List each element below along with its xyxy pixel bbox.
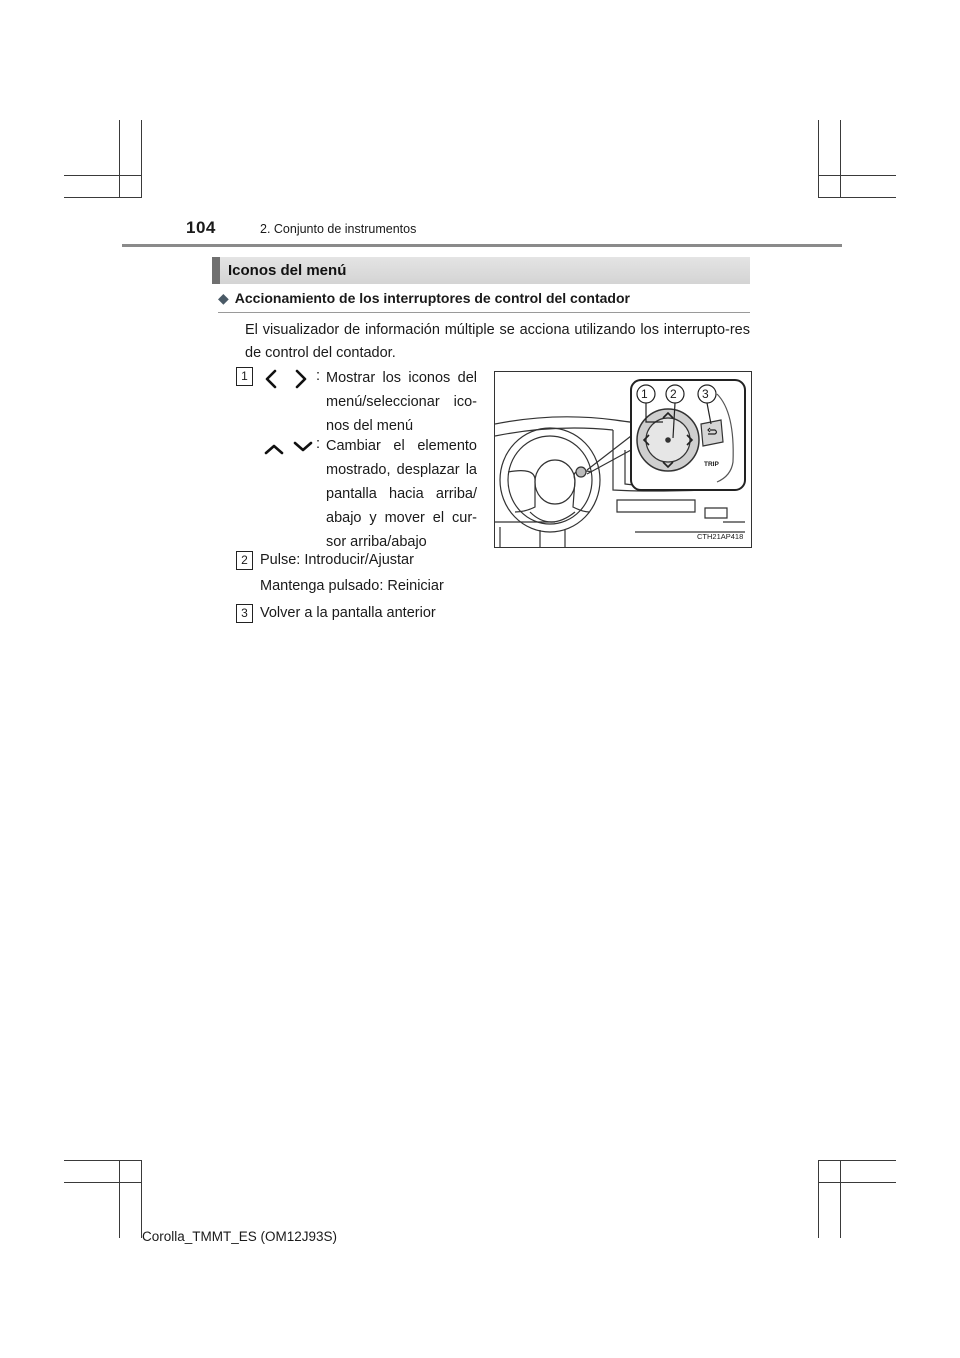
crop-mark: [818, 1160, 896, 1161]
chevron-right-icon: [294, 369, 308, 389]
item-1-description-a: Mostrar los iconos del menú/seleccionar ico-nos del menú: [326, 370, 477, 434]
callout-3: 3: [702, 387, 709, 401]
item-3-line-1: Volver a la pantalla anterior: [260, 605, 436, 621]
chevron-up-icon: [263, 442, 285, 456]
crop-mark: [64, 175, 142, 176]
callout-1: 1: [641, 387, 648, 401]
crop-mark: [64, 197, 142, 198]
diamond-bullet-icon: ◆: [218, 290, 229, 306]
subsection-rule: [218, 312, 750, 313]
crop-mark: [119, 1160, 120, 1238]
crop-mark: [141, 1160, 142, 1238]
steering-wheel-illustration: [495, 372, 751, 547]
crop-mark: [840, 1160, 841, 1238]
section-marker: [212, 257, 220, 284]
intro-paragraph: El visualizador de información múltiple se acciona utilizando los interrupto-res de control del contador.: [245, 322, 750, 361]
crop-mark: [818, 1182, 896, 1183]
crop-mark: [64, 1182, 142, 1183]
item-2-line-1: Pulse: Introducir/Ajustar: [260, 552, 414, 568]
colon: :: [316, 436, 321, 452]
colon: :: [316, 368, 321, 384]
subsection-title: Accionamiento de los interruptores de control del contador: [234, 290, 630, 306]
item-number-1: 1: [236, 367, 253, 386]
callout-2: 2: [670, 387, 677, 401]
steering-wheel-switch-figure: [494, 371, 752, 548]
section-title: Iconos del menú: [228, 262, 347, 279]
crop-mark: [818, 175, 896, 176]
chevron-left-icon: [264, 369, 278, 389]
figure-code: CTH21AP418: [697, 532, 744, 541]
page-number: 104: [186, 218, 216, 237]
subsection-heading: [218, 290, 630, 307]
footer-text: Corolla_TMMT_ES (OM12J93S): [142, 1229, 338, 1244]
section-title-bar: [212, 257, 750, 284]
crop-mark: [141, 120, 142, 198]
item-number-2: 2: [236, 551, 253, 570]
crop-mark: [64, 1160, 142, 1161]
header-rule: [122, 244, 842, 247]
crop-mark: [818, 120, 819, 198]
trip-button-label: TRIP: [704, 461, 719, 468]
item-2-line-2: Mantenga pulsado: Reiniciar: [260, 578, 444, 594]
chapter-title: 2. Conjunto de instrumentos: [260, 222, 417, 236]
chevron-down-icon: [292, 439, 314, 453]
item-1-description-b: Cambiar el elemento mostrado, desplazar la pantalla hacia arriba/ abajo y mover el cur-sor arriba/abajo: [326, 438, 477, 550]
crop-mark: [119, 120, 120, 198]
crop-mark: [840, 120, 841, 198]
item-number-3: 3: [236, 604, 253, 623]
crop-mark: [818, 1160, 819, 1238]
crop-mark: [818, 197, 896, 198]
